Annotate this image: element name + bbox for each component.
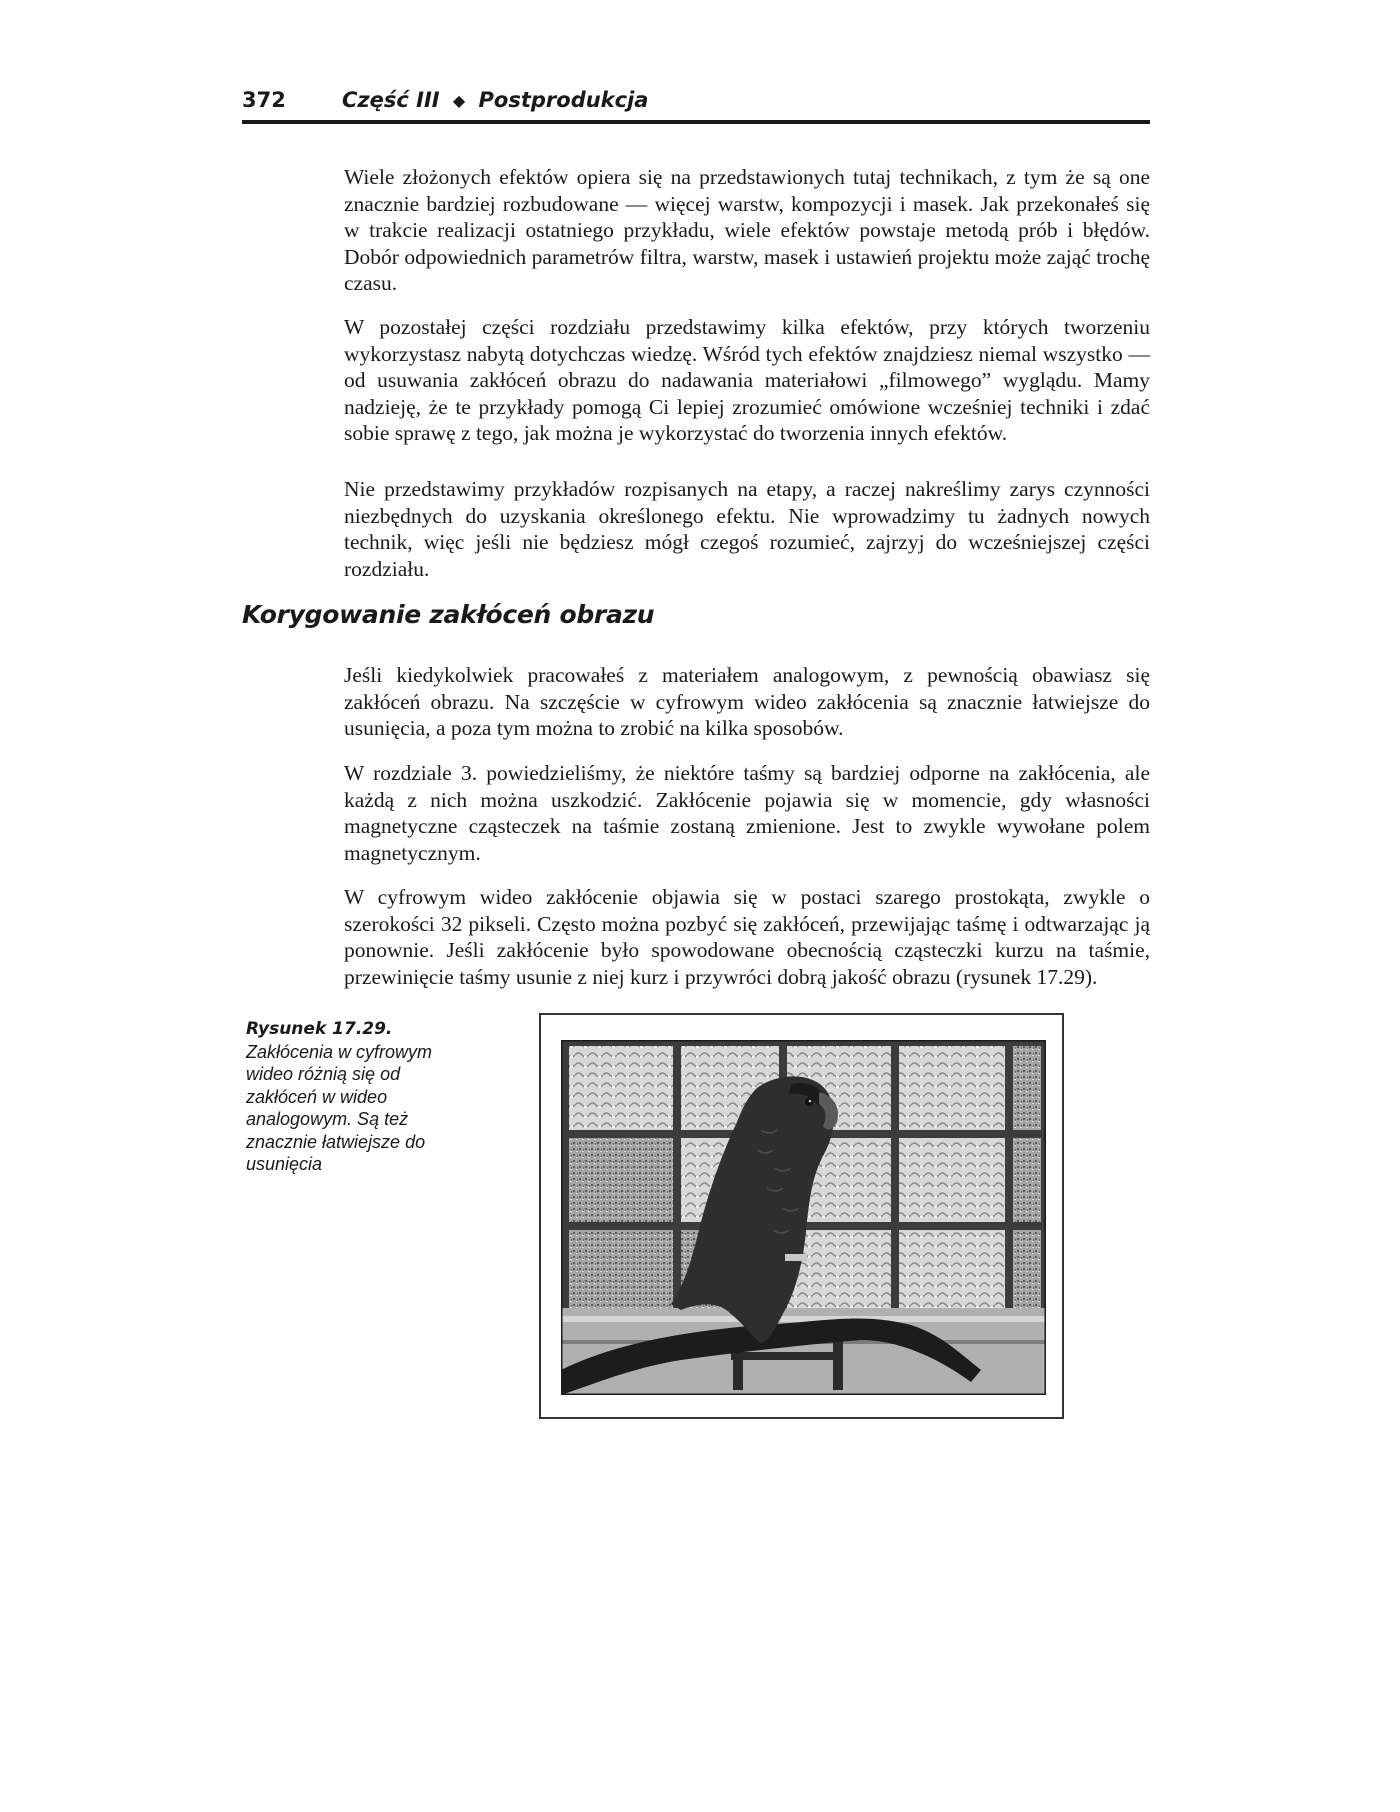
part-label: Część III <box>342 88 440 112</box>
page-number: 372 <box>242 88 286 112</box>
section-paragraph-3: W cyfrowym wideo zakłócenie objawia się w postaci szarego prostokąta, zwykle o szerokości 32 pikseli. Często można pozbyć się zakłóceń, przewijając taśmę i odtwarzając ją ponownie. Jeśli zakłócenie było spowodowane obecnością cząsteczki kurzu na taśmie, przewinięcie taśmy usunie z niej kurz i przywróci dobrą jakość obrazu (rysunek 17.29). <box>344 885 1150 989</box>
running-head <box>242 84 1150 124</box>
running-title <box>342 88 648 112</box>
figure-caption-text: Zakłócenia w cyfrowym wideo różnią się od zakłóceń w wideo analogowym. Są też znacznie łatwiejsze do usunięcia <box>246 1041 433 1174</box>
section-paragraph-2: W rozdziale 3. powiedzieliśmy, że niektóre taśmy są bardziej odporne na zakłócenia, ale każdą z nich można uszkodzić. Zakłócenie pojawia się w momencie, gdy własności magnetyczne cząsteczek na taśmie zostaną zmienione. Jest to zwykle wywołane polem magnetycznym. <box>344 761 1150 865</box>
dropout-artifact <box>785 1254 807 1261</box>
figure-caption <box>246 1018 476 1176</box>
section-label: Postprodukcja <box>478 88 649 112</box>
intro-paragraph-3: Nie przedstawimy przykładów rozpisanych na etapy, a raczej nakreślimy zarys czynności niezbędnych do uzyskania określonego efektu. Nie wprowadzimy tu żadnych nowych technik, więc jeśli nie będziesz mógł czegoś rozumieć, zajrzyj do wcześniejszej części rozdziału. <box>344 477 1150 581</box>
figure-frame <box>539 1013 1064 1419</box>
intro-paragraph-2: W pozostałej części rozdziału przedstawimy kilka efektów, przy których tworzeniu wykorzystasz nabytą dotychczas wiedzę. Wśród tych efektów znajdziesz niemal wszystko — od usuwania zakłóceń obrazu do nadawania materiałowi „filmowego” wyglądu. Mamy nadzieję, że te przykłady pomogą Ci lepiej zrozumieć omówione wcześniej techniki i zdać sobie sprawę z tego, jak można je wykorzystać do tworzenia innych efektów. <box>344 315 1150 445</box>
parrot-photo <box>561 1040 1046 1395</box>
diamond-separator-icon: ◆ <box>452 91 466 110</box>
section-heading: Korygowanie zakłóceń obrazu <box>242 600 655 629</box>
figure-label: Rysunek 17.29. <box>246 1019 393 1039</box>
parrot-eye <box>805 1098 813 1106</box>
intro-paragraph-1: Wiele złożonych efektów opiera się na przedstawionych tutaj technikach, z tym że są one znacznie bardziej rozbudowane — więcej warstw, kompozycji i masek. Jak przekonałeś się w trakcie realizacji ostatniego przykładu, wiele efektów powstaje metodą prób i błędów. Dobór odpowiednich parametrów filtra, warstw, masek i ustawień projektu może zająć trochę czasu. <box>344 165 1150 295</box>
section-paragraph-1: Jeśli kiedykolwiek pracowałeś z materiałem analogowym, z pewnością obawiasz się zakłóceń obrazu. Na szczęście w cyfrowym wideo zakłócenia są znacznie łatwiejsze do usunięcia, a poza tym można to zrobić na kilka sposobów. <box>344 663 1150 740</box>
